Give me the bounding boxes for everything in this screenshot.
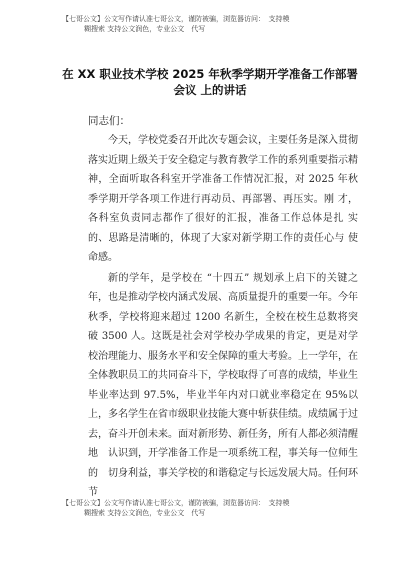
speech-body xyxy=(88,131,358,504)
header-banner-line: 【七哥公文】公文写作请认准七哥公文，谨防被骗，浏览器访问： 支持模 xyxy=(62,15,290,23)
paragraph: 新的学年，是学校在 “十四五” 规划承上启下的关键之年，也是推动学校内涵式发展、高质量提升的重要一年。今年秋季，学校将迎来超过 1200 名新生，全校在校生总数将突破 3500 人。这既是社会对学校办学成果的肯定，更是对学校治理能力、服务水平和安全保障的重大考验。上一学年，在全体教职员工的共同奋斗下，学校取得了可喜的成绩，毕业生毕业率达到 97.5%，毕业半年内对口就业率稳定在 95%以上，多名学生在省市级职业技能大赛中斩获佳绩。成绩属于过去，奋斗开创未来。面对新形势、新任务，所有人都必须清醒地 认识到，开学准备工作是一项系统工程，事关每一位师生的 切身利益，事关学校的和谐稳定与长远发展大局。任何环节 xyxy=(88,272,358,498)
paragraph: 今天，学校党委召开此次专题会议，主要任务是深入贯彻落实近期上级关于安全稳定与教育教学工作的系列重要指示精神，全面听取各科室开学准备工作情况汇报，对 2025 年秋季学期开学各项工作进行再动员、再部署、再压实。刚 才，各科室负责同志都作了很好的汇报，准备工作总体是扎 实的、思路是清晰的，体现了大家对新学期工作的责任心与 使命感。 xyxy=(88,135,358,263)
document-title xyxy=(60,66,360,98)
footer-banner-line: 【七哥公文】公文写作请认准七哥公文，谨防被骗，浏览器访问： 支持模 xyxy=(62,499,290,507)
footer-watermark-banner xyxy=(62,498,362,518)
title-line: 在 XX 职业技术学校 2025 年秋季学期开学准备工作部署 xyxy=(62,67,358,81)
header-watermark-banner xyxy=(62,14,362,34)
footer-banner-line: 糊搜索 支持公文润色，专业公文 代写 xyxy=(84,509,206,517)
header-banner-line: 糊搜索 支持公文润色，专业公文 代写 xyxy=(84,25,206,33)
title-line: 会议 上的讲话 xyxy=(173,83,247,97)
salutation: 同志们： xyxy=(88,115,130,127)
